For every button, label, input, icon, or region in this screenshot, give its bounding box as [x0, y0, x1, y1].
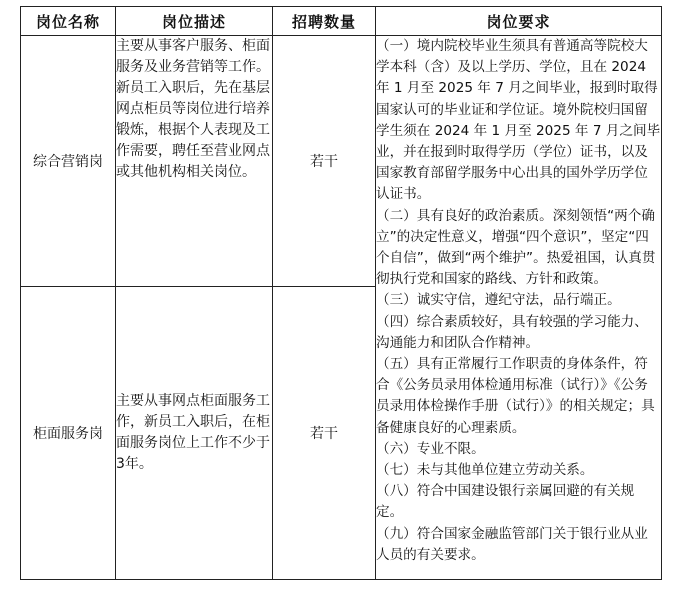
requirement-item: （九）符合国家金融监管部门关于银行业从业人员的有关要求。	[376, 525, 648, 563]
position-name: 综合营销岗	[21, 36, 116, 287]
recruitment-count: 若干	[273, 36, 376, 287]
job-positions-table	[20, 6, 662, 580]
position-name: 柜面服务岗	[21, 287, 116, 580]
header-position-name: 岗位名称	[21, 7, 116, 36]
requirement-item: （六）专业不限。	[376, 440, 485, 457]
table-row	[21, 36, 662, 287]
requirement-item: （四）综合素质较好，具有较强的学习能力、沟通能力和团队合作精神。	[376, 313, 648, 351]
requirement-item: （二）具有良好的政治素质。深刻领悟“两个确立”的决定性意义，增强“四个意识”，坚定“四个自信”，做到“两个维护”。热爱祖国，认真贯彻执行党和国家的路线、方针和政策。	[376, 207, 656, 288]
header-recruitment-count: 招聘数量	[273, 7, 376, 36]
header-position-requirements: 岗位要求	[376, 7, 662, 36]
requirement-item: （三）诚实守信，遵纪守法，品行端正。	[376, 292, 621, 309]
table-header-row	[21, 7, 662, 36]
requirements-cell	[376, 36, 662, 580]
position-description: 主要从事网点柜面服务工作，新员工入职后，在柜面服务岗位上工作不少于3年。	[116, 287, 273, 580]
header-position-description: 岗位描述	[116, 7, 273, 36]
requirement-item: （七）未与其他单位建立劳动关系。	[376, 462, 594, 479]
requirement-item: （一）境内院校毕业生须具有普通高等院校大学本科（含）及以上学历、学位，且在 2024 年 1 月至 2025 年 7 月之间毕业，报到时取得国家认可的毕业证和学位证。境外院校归国留学生须在 2024 年 1 月至 2025 年 7 月之间毕业，并在报到时取得学历（学位）证书，以及国家教育部留学服务中心出具的国外学历学位认证书。	[376, 38, 661, 203]
recruitment-count: 若干	[273, 287, 376, 580]
position-description: 主要从事客户服务、柜面服务及业务营销等工作。新员工入职后，先在基层网点柜员等岗位进行培养锻炼，根据个人表现及工作需要，聘任至营业网点或其他机构相关岗位。	[116, 36, 273, 287]
requirement-item: （八）符合中国建设银行亲属回避的有关规定。	[376, 483, 635, 521]
requirement-item: （五）具有正常履行工作职责的身体条件，符合《公务员录用体检通用标准（试行）》《公务员录用体检操作手册（试行）》的相关规定；具备健康良好的心理素质。	[376, 356, 655, 436]
